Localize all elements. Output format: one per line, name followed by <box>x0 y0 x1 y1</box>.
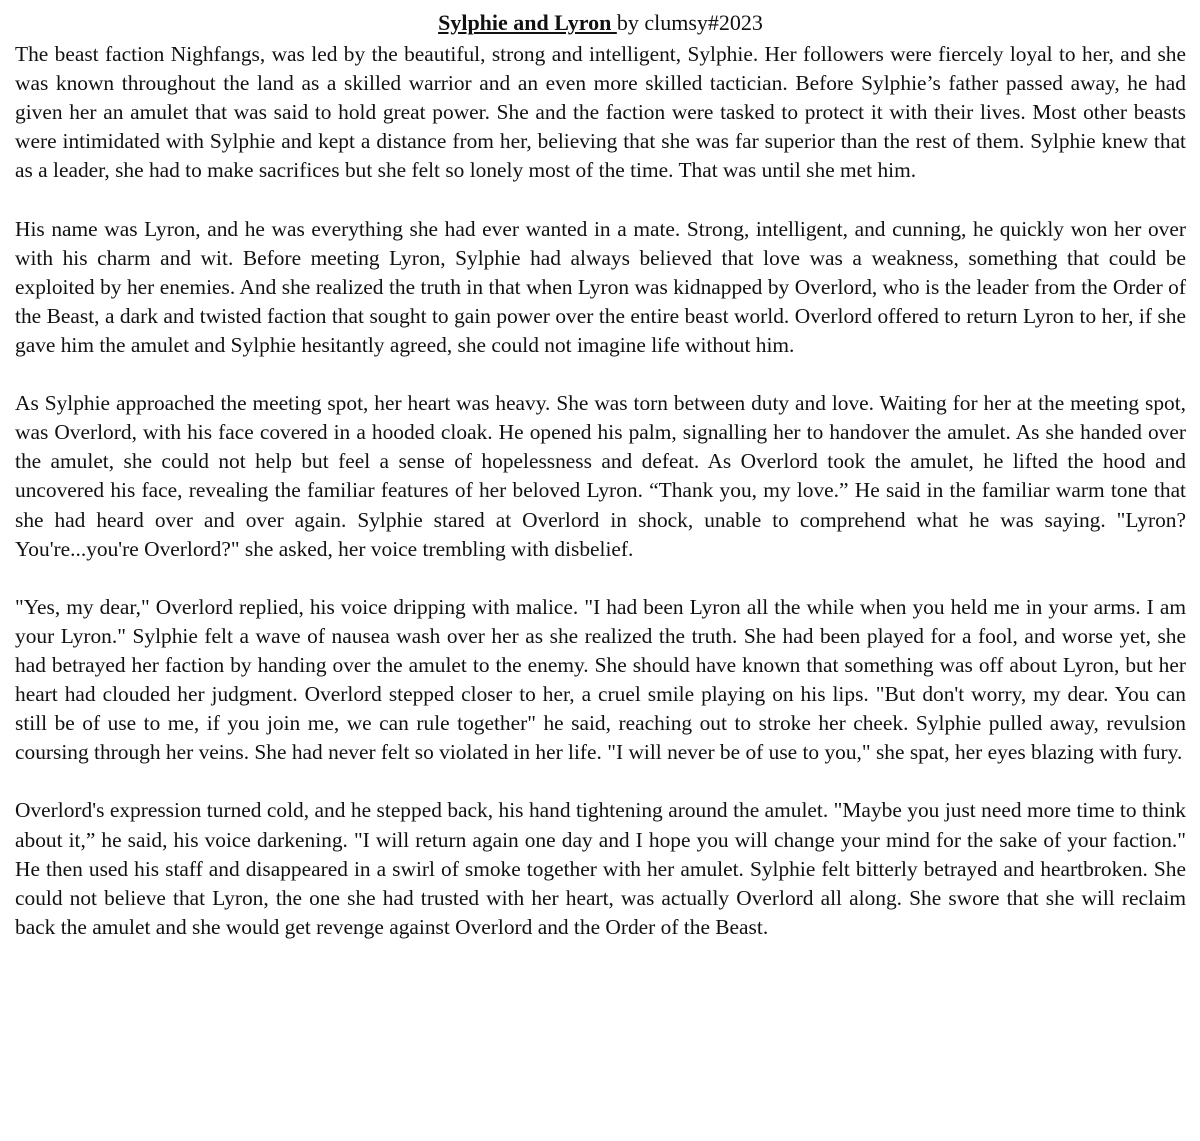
paragraph-4: "Yes, my dear," Overlord replied, his voice dripping with malice. "I had been Lyron all the while when you held me in your arms. I am your Lyron." Sylphie felt a wave of nausea wash over her as she realized the truth. She had been played for a fool, and worse yet, she had betrayed her faction by handing over the amulet to the enemy. She should have known that something was off about Lyron, but her heart had clouded her judgment. Overlord stepped closer to her, a cruel smile playing on his lips. "But don't worry, my dear. You can still be of use to me, if you join me, we can rule together" he said, reaching out to stroke her cheek. Sylphie pulled away, revulsion coursing through her veins. She had never felt so violated in her life. "I will never be of use to you," she spat, her eyes blazing with fury. <box>15 594 1186 765</box>
paragraph-5: Overlord's expression turned cold, and he stepped back, his hand tightening around the amulet. "Maybe you just need more time to think about it,” he said, his voice darkening. "I will return again one day and I hope you will change your mind for the sake of your faction." He then used his staff and disappeared in a swirl of smoke together with her amulet. Sylphie felt bitterly betrayed and heartbroken. She could not believe that Lyron, the one she had trusted with her heart, was actually Overlord all along. She swore that she will reclaim back the amulet and she would get revenge against Overlord and the Order of the Beast. <box>15 798 1186 939</box>
document-page <box>15 8 1186 942</box>
paragraph-2: His name was Lyron, and he was everything she had ever wanted in a mate. Strong, intelligent, and cunning, he quickly won her over with his charm and wit. Before meeting Lyron, Sylphie had always believed that love was a weakness, something that could be exploited by her enemies. And she realized the truth in that when Lyron was kidnapped by Overlord, who is the leader from the Order of the Beast, a dark and twisted faction that sought to gain power over the entire beast world. Overlord offered to return Lyron to her, if she gave him the amulet and Sylphie hesitantly agreed, she could not imagine life without him. <box>15 216 1186 357</box>
story-byline: by clumsy#2023 <box>616 10 763 35</box>
paragraph-1: The beast faction Nighfangs, was led by the beautiful, strong and intelligent, Sylphie. Her followers were fiercely loyal to her, and she was known throughout the land as a skilled warrior and an even more skilled tactician. Before Sylphie’s father passed away, he had given her an amulet that was said to hold great power. She and the faction were tasked to protect it with their lives. Most other beasts were intimidated with Sylphie and kept a distance from her, believing that she was far superior than the rest of them. Sylphie knew that as a leader, she had to make sacrifices but she felt so lonely most of the time. That was until she met him. <box>15 42 1186 183</box>
title-line <box>15 8 1186 38</box>
story-title: Sylphie and Lyron <box>438 10 617 35</box>
paragraph-3: As Sylphie approached the meeting spot, her heart was heavy. She was torn between duty and love. Waiting for her at the meeting spot, was Overlord, with his face covered in a hooded cloak. He opened his palm, signalling her to handover the amulet. As she handed over the amulet, she could not help but feel a sense of hopelessness and defeat. As Overlord took the amulet, he lifted the hood and uncovered his face, revealing the familiar features of her beloved Lyron. “Thank you, my love.” He said in the familiar warm tone that she had heard over and over again. Sylphie stared at Overlord in shock, unable to comprehend what he was saying. "Lyron? You're...you're Overlord?" she asked, her voice trembling with disbelief. <box>15 391 1186 561</box>
